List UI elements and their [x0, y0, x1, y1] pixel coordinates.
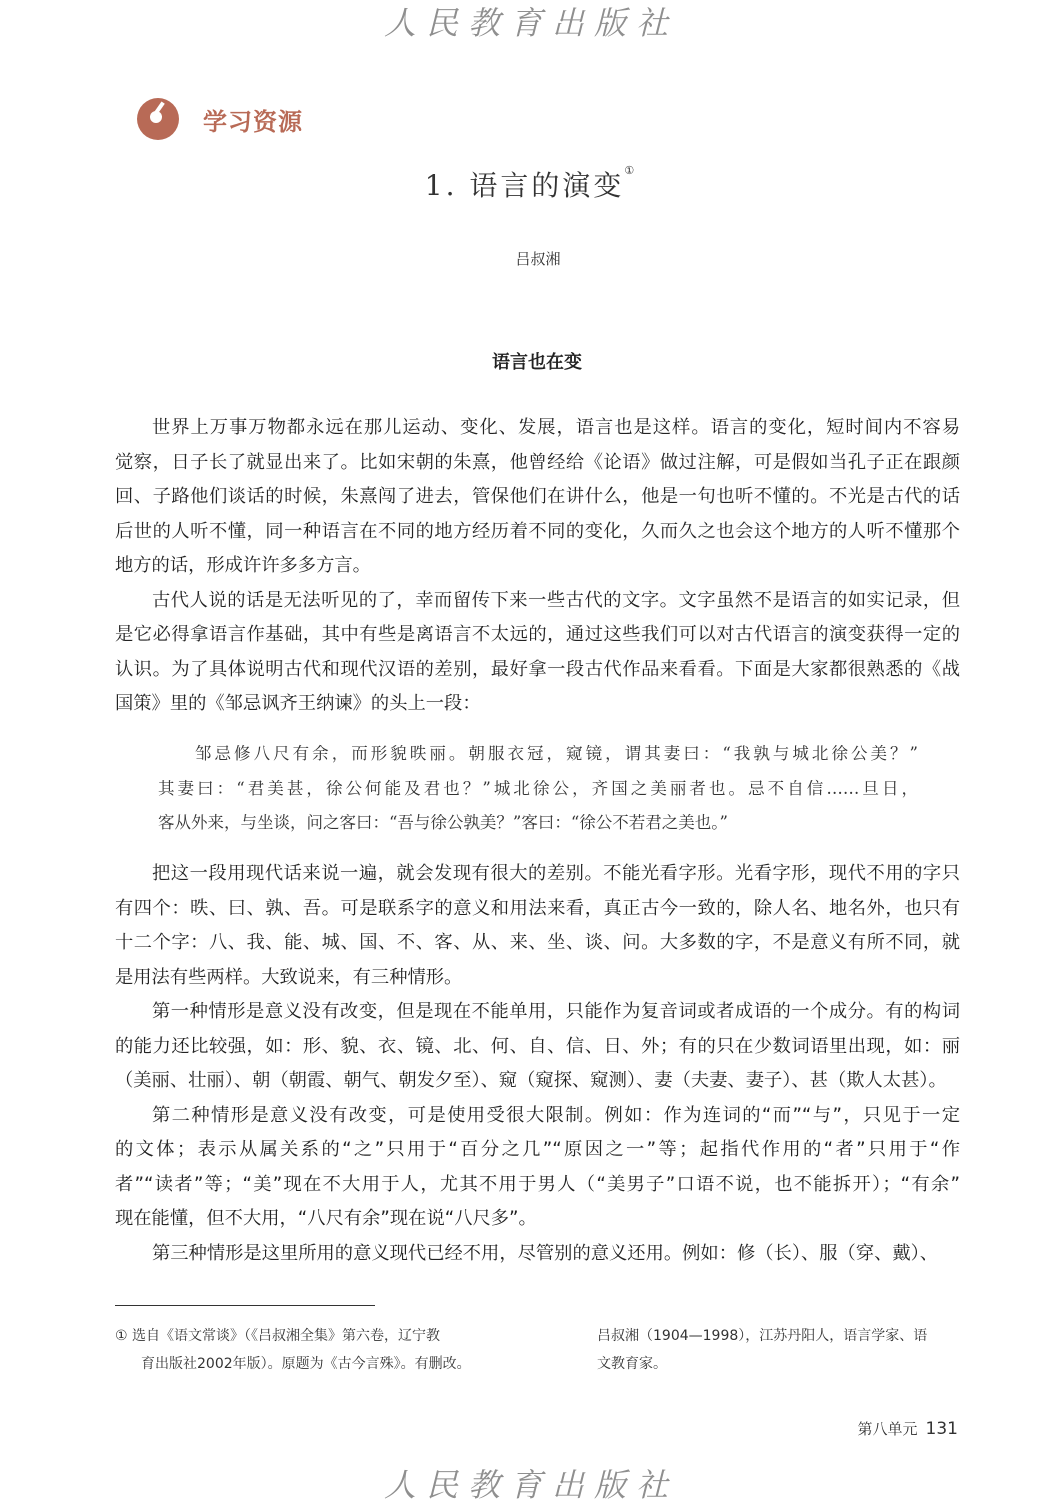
- section-label: 学习资源: [203, 107, 303, 136]
- body-text-part2: [115, 857, 960, 1271]
- text-line: 觉察，日子长了就显出来了。比如宋朝的朱熹，他曾经给《论语》做过注解，可是假如当孔子正在跟颜: [115, 451, 960, 473]
- publisher-watermark-bottom: 人民教育出版社: [383, 1466, 678, 1504]
- text-line: 有四个：昳、曰、孰、吾。可是联系字的意义和用法来看，真正古今一致的，除人名、地名外，也只有: [115, 897, 960, 919]
- text-line: 地方的话，形成许许多多方言。: [115, 555, 371, 576]
- text-line: 是用法有些两样。大致说来，有三种情形。: [115, 966, 463, 988]
- text-line: 第一种情形是意义没有改变，但是现在不能单用，只能作为复音词或者成语的一个成分。有的构词: [152, 1001, 960, 1022]
- text-line: 把这一段用现代话来说一遍，就会发现有很大的差别。不能光看字形。光看字形，现代不用的字只: [152, 863, 960, 884]
- body-text-part1: [115, 411, 960, 722]
- subheading: 语言也在变: [492, 352, 582, 373]
- publisher-watermark-top: 人民教育出版社: [383, 4, 678, 42]
- title-text: 1. 语言的演变: [424, 169, 625, 202]
- footnote-line: 吕叔湘（1904—1998），江苏丹阳人，语言学家、语: [597, 1328, 928, 1344]
- text-line: 是它必得拿语言作基础，其中有些是离语言不太远的，通过这些我们可以对古代语言的演变获得一定的: [115, 624, 960, 645]
- text-line: 十二个字：八、我、能、城、国、不、客、从、来、坐、谈、问。大多数的字，不是意义有所不同，就: [115, 932, 960, 953]
- resource-swirl-icon: [137, 98, 179, 140]
- text-line: 现在能懂，但不大用，“八尺有余”现在说“八尺多”。: [115, 1208, 537, 1229]
- text-line: 后世的人听不懂，同一种语言在不同的地方经历着不同的变化，久而久之也会这个地方的人听不懂那个: [115, 520, 960, 542]
- author: 吕叔湘: [515, 250, 561, 268]
- footnote-source: [115, 1322, 510, 1378]
- text-line: 认识。为了具体说明古代和现代汉语的差别，最好拿一段古代作品来看看。下面是大家都很熟悉的《战: [115, 658, 960, 680]
- text-line: 第二种情形是意义没有改变，可是使用受很大限制。例如：作为连词的“而”“与”，只见于一定: [152, 1104, 960, 1126]
- author-note: [597, 1322, 959, 1378]
- unit-label: 第八单元: [857, 1420, 918, 1438]
- page-footer: [858, 1418, 958, 1439]
- text-line: 其妻曰：“君美甚，徐公何能及君也？”城北徐公，齐国之美丽者也。忌不自信……旦日，: [158, 778, 918, 798]
- section-header: [137, 98, 303, 140]
- footnote-line: ① 选自《语文常谈》（《吕叔湘全集》第六卷，辽宁教: [115, 1328, 440, 1344]
- text-line: 者”“读者”等；“美”现在不大用于人，尤其不用于男人（“美男子”口语不说，也不能拆开）；“有余”: [115, 1173, 960, 1195]
- footnote-marker[interactable]: ①: [624, 164, 638, 177]
- footnote-divider: [115, 1305, 375, 1306]
- text-line: 第三种情形是这里所用的意义现代已经不用，尽管别的意义还用。例如：修（长）、服（穿、戴）、: [152, 1242, 939, 1264]
- text-line: （美丽、壮丽）、朝（朝霞、朝气、朝发夕至）、窥（窥探、窥测）、妻（夫妻、妻子）、甚（欺人太甚）。: [115, 1070, 947, 1091]
- text-line: 回、子路他们谈话的时候，朱熹闯了进去，管保他们在讲什么，他是一句也听不懂的。不光是古代的话: [115, 486, 960, 507]
- text-line: 国策》里的《邹忌讽齐王纳谏》的头上一段：: [115, 693, 481, 714]
- page-number: 131: [925, 1419, 958, 1439]
- footnote-line: 育出版社2002年版）。原题为《古今言殊》。有删改。: [141, 1356, 471, 1372]
- text-line: 的文体；表示从属关系的“之”只用于“百分之几”“原因之一”等；起指代作用的“者”只用于“作: [115, 1139, 960, 1160]
- text-line: 的能力还比较强，如：形、貌、衣、镜、北、何、自、信、日、外；有的只在少数词语里出现，如：丽: [115, 1035, 960, 1057]
- text-line: 古代人说的话是无法听见的了，幸而留传下来一些古代的文字。文字虽然不是语言的如实记录，但: [152, 589, 960, 611]
- text-line: 邹忌修八尺有余，而形貌昳丽。朝服衣冠，窥镜，谓其妻曰：“我孰与城北徐公美？”: [195, 744, 918, 763]
- text-line: 客从外来，与坐谈，问之客曰：“吾与徐公孰美？”客曰：“徐公不若君之美也。”: [158, 813, 728, 832]
- text-line: 世界上万事万物都永远在那儿运动、变化、发展，语言也是这样。语言的变化，短时间内不容易: [152, 417, 960, 438]
- quoted-passage: [158, 737, 918, 841]
- footnote-line: 文教育家。: [597, 1356, 667, 1372]
- article-title: [0, 164, 1062, 204]
